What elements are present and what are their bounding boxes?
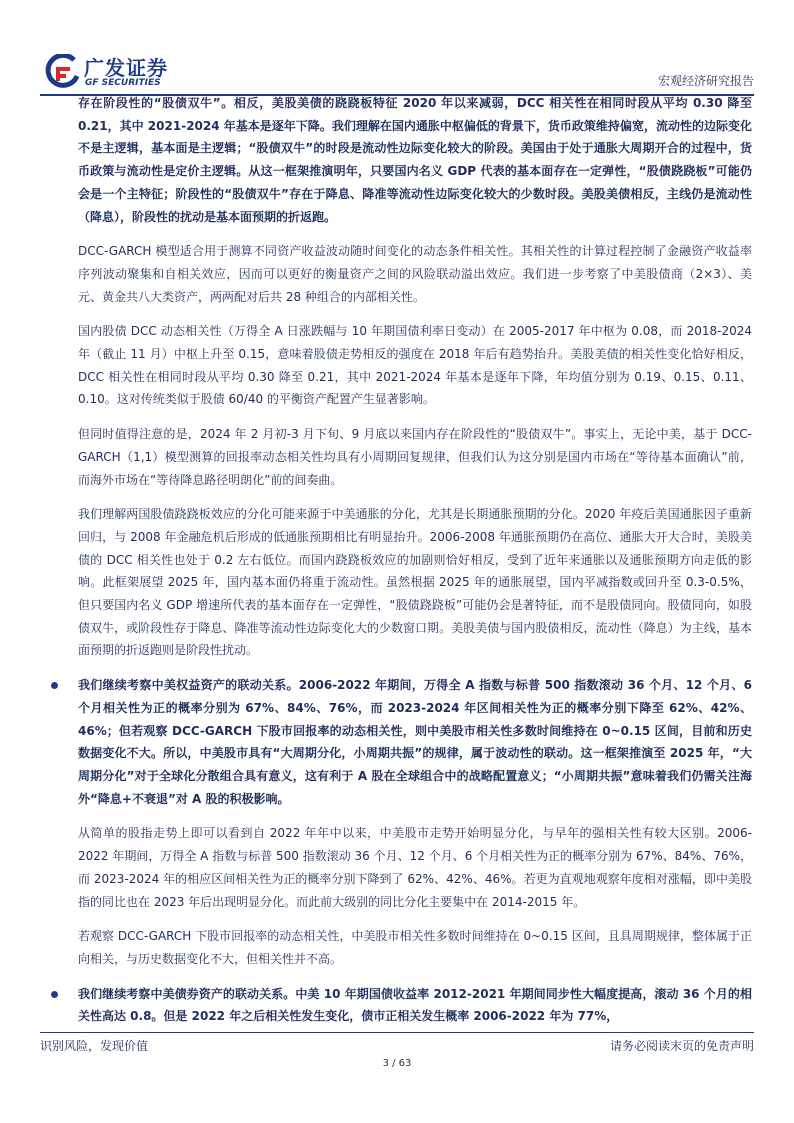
logo-chinese-name: 广发证券 [84,56,168,80]
footer-slogan: 识别风险，发现价值 [40,1039,149,1053]
paragraph: 我们理解两国股债跷跷板效应的分化可能来源于中美通胀的分化，尤其是长期通胀预期的分化。2020 年疫后美国通胀因子重新回归，与 2008 年金融危机后形成的低通胀预期相比有明显抬升。2006-2008 年通胀预期仍在高位、通胀大开大合时，美股美债的 DCC 相关性也处于 0.2 左右低位。而国内跷跷板效应的加剧则恰好相反，受到了近年来通胀以及通胀预期方向走低的影响。此框架展望 2025 年，国内基本面仍将重于流动性。虽然根据 2025 年的通胀展望，国内平减指数或回升至 0.3-0.5%，但只要国内名义 GDP 增速所代表的基本面存在一定弹性，“股债跷跷板”可能仍会是著特征，而不是股债同向。股债同向，如股债双牛，或阶段性存于降息、降准等流动性边际变化大的少数窗口期。美股美债与国内股债相反，流动性（降息）为主线，基本面预期的折返跑则是阶段性扰动。 [78,507,752,658]
bullet-paragraph [78,674,752,810]
bullet-paragraph [78,983,752,1028]
paragraph: 我们继续考察中美债券资产的联动关系。中美 10 年期国债收益率 2012-2021 年期间同步性大幅度提高，滚动 36 个月的相关性高达 0.8。但是 2022 年之后相关性发生变化，债市正相关发生概率 2006-2022 年为 77%， [78,986,752,1024]
paragraph: 国内股债 DCC 动态相关性（万得全 A 日涨跌幅与 10 年期国债利率日变动）在 2005-2017 年中枢为 0.08，而 2018-2024 年（截止 11 月）中枢上升至 0.15，意味着股债走势相反的强度在 2018 年后有趋势抬升。美股美债的相关性变化恰好相反，DCC 相关性在相同时段从平均 0.30 降至 0.21，其中 2021-2024 年基本是逐年下降，年均值分别为 0.19、0.15、0.11、0.10。这对传统类似于股债 60/40 的平衡资产配置产生显著影响。 [78,324,752,407]
page-number: 3 / 63 [382,1058,412,1069]
paragraph: DCC-GARCH 模型适合用于测算不同资产收益波动随时间变化的动态条件相关性。其相关性的计算过程控制了金融资产收益率序列波动聚集和自相关效应，因而可以更好的衡量资产之间的风险联动溢出效应。我们进一步考察了中美股债商（2×3）、美元、黄金共八大类资产，两两配对后共 28 种组合的内部相关性。 [78,244,752,304]
report-body [78,92,752,1040]
paragraph: 存在阶段性的“股债双牛”。相反，美股美债的跷跷板特征 2020 年以来减弱，DCC 相关性在相同时段从平均 0.30 降至 0.21，其中 2021-2024 年基本是逐年下降。我们理解在国内通胀中枢偏低的背景下，货币政策维持偏宽，流动性的边际变化不是主逻辑，基本面是主逻辑；“股债双牛”的时段是流动性边际变化较大的阶段。美国由于处于通胀大周期开合的过程中，货币政策与流动性是定价主逻辑。从这一框架推演明年，只要国内名义 GDP 代表的基本面存在一定弹性，“股债跷跷板”可能仍会是一个主特征；阶段性的“股债双牛”存在于降息、降准等流动性边际变化较大的少数时段。美股美债相反，主线仍是流动性（降息），阶段性的扰动是基本面预期的折返跑。 [78,96,752,224]
gf-logo-icon [44,54,80,90]
paragraph: 从简单的股指走势上即可以看到自 2022 年年中以来，中美股市走势开始明显分化，与早年的强相关性有较大区别。2006-2022 年期间，万得全 A 指数与标普 500 指数滚动 36 个月、12 个月、6 个月相关性为正的概率分别为 67%、84%、76%，而 2023-2024 年的相应区间相关性为正的概率分别下降到了 62%、42%、46%。若更为直观地观察年度相对涨幅，即中美股指的同比也在 2023 年后出现明显分化。而此前大级别的同比分化主要集中在 2014-2015 年。 [78,826,752,909]
paragraph: 但同时值得注意的是，2024 年 2 月初-3 月下旬、9 月底以来国内存在阶段性的“股债双牛”。事实上，无论中美，基于 DCC-GARCH（1,1）模型测算的回报率动态相关性均具有小周期回复规律，但我们认为这分别是国内市场在“等待基本面确认”前，而海外市场在“等待降息路径明朗化”前的间奏曲。 [78,427,752,487]
bullet-dot-icon [51,682,58,689]
bullet-dot-icon [51,991,58,998]
page-header [40,50,754,94]
footer-rule [40,1032,754,1033]
footer-disclaimer: 请务必阅读末页的免责声明 [609,1039,754,1053]
report-type: 宏观经济研究报告 [657,74,754,88]
logo-english-name: GF SECURITIES [85,78,161,88]
paragraph: 若观察 DCC-GARCH 下股市回报率的动态相关性，中美股市相关性多数时间维持在 0~0.15 区间，且具周期规律，整体属于正向相关，与历史数据变化不大，但相关性并不高。 [78,929,752,966]
paragraph: 我们继续考察中美权益资产的联动关系。2006-2022 年期间，万得全 A 指数与标普 500 指数滚动 36 个月、12 个月、6 个月相关性为正的概率分别为 67%、84%、76%，而 2023-2024 年区间相关性为正的概率分别下降至 62%、42%、46%；但若观察 DCC-GARCH 下股市回报率的动态相关性，则中美股市相关性多数时间维持在 0~0.15 区间，目前和历史数据变化不大。所以，中美股市具有“大周期分化，小周期共振”的规律，属于波动性的联动。这一框架推演至 2025 年，“大周期分化”对于全球化分散组合具有意义，这有利于 A 股在全球组合中的战略配置意义；“小周期共振”意味着我们仍需关注海外“降息+不衰退”对 A 股的积极影响。 [78,678,752,806]
gf-logo [40,50,240,94]
